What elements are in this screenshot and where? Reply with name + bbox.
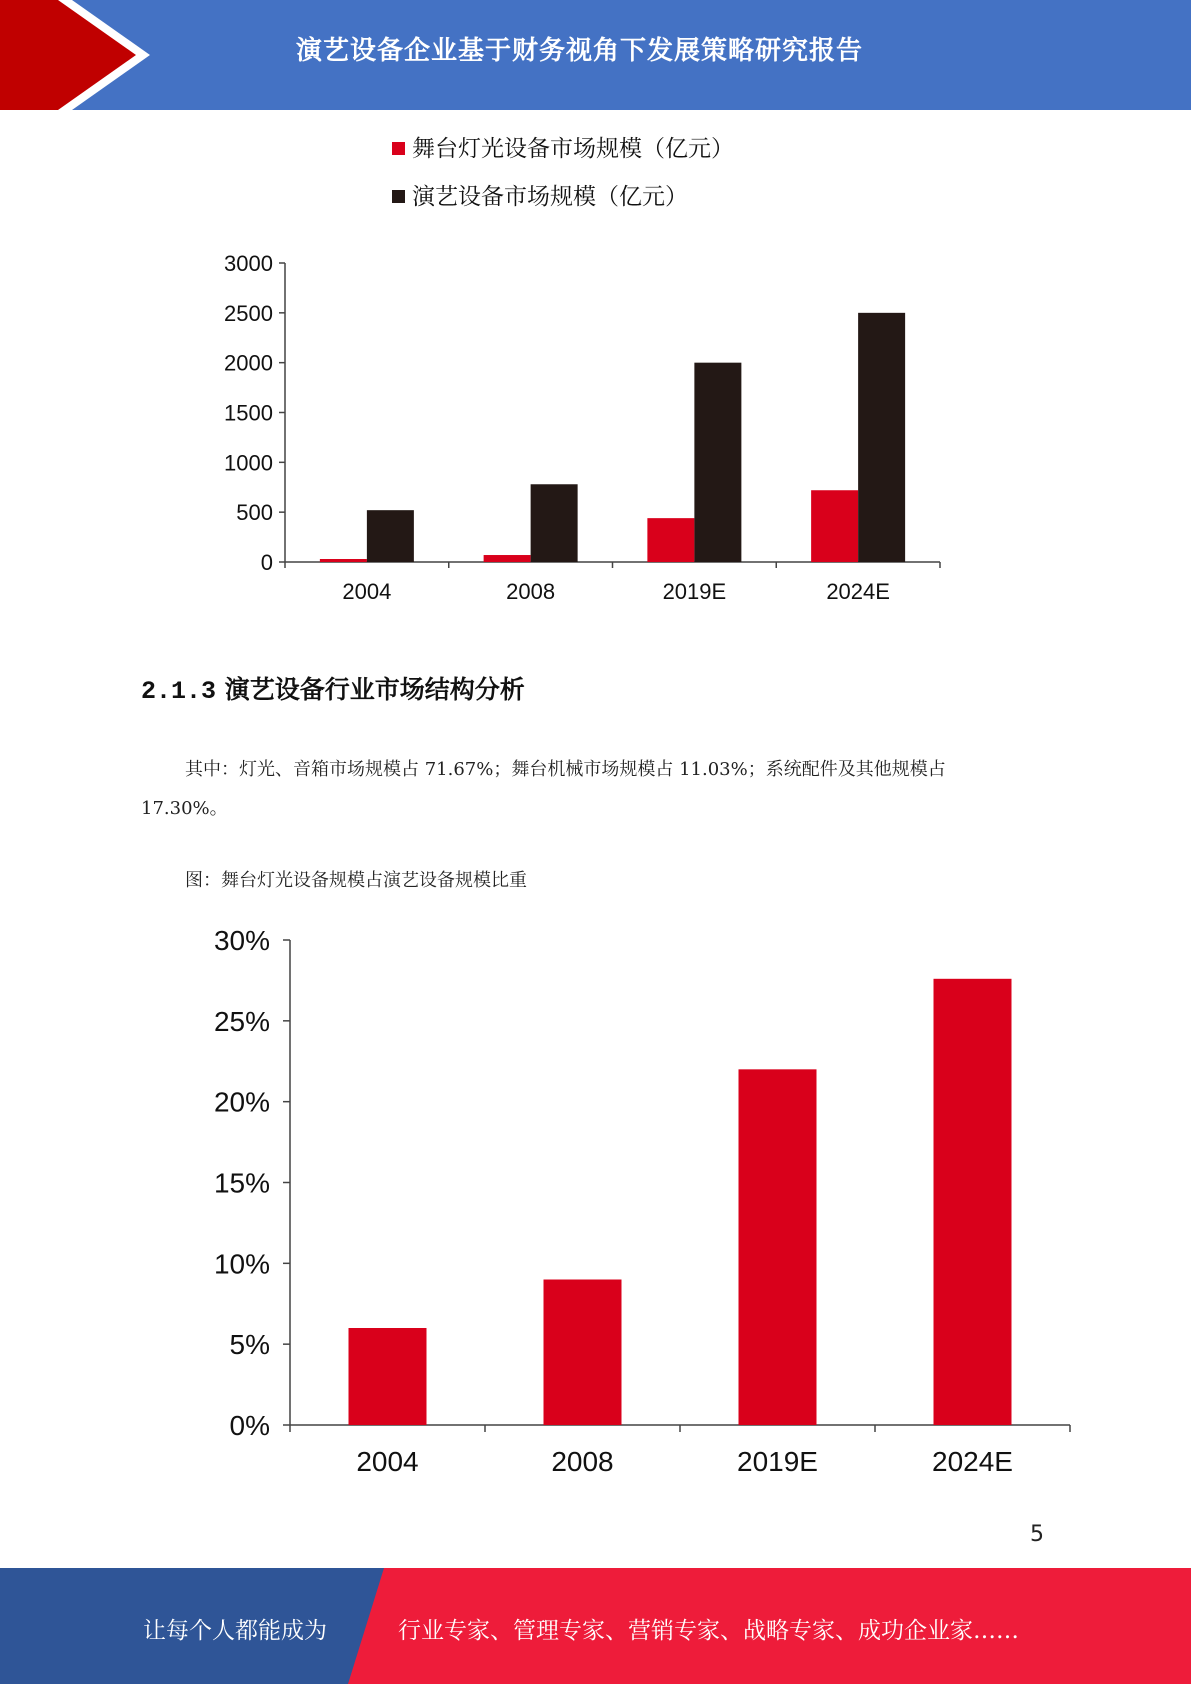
paragraph-line-2: 17.30%。 <box>141 798 228 819</box>
x-tick-label: 2004 <box>356 1446 419 1477</box>
footer-slogan: 让每个人都能成为 <box>143 1618 327 1644</box>
bar-total-2024E <box>858 313 905 562</box>
x-tick-label: 2008 <box>551 1446 614 1477</box>
legend-swatch-0 <box>392 142 405 155</box>
x-tick-label: 2024E <box>826 579 890 604</box>
bar-share-2008 <box>544 1280 622 1426</box>
bar-total-2008 <box>531 484 578 562</box>
bar-lighting-2019E <box>647 518 694 562</box>
y-tick-label: 3000 <box>224 251 273 276</box>
lighting-share-chart <box>180 915 1080 1485</box>
y-tick-label: 500 <box>236 500 273 526</box>
y-tick-label: 2000 <box>224 350 273 376</box>
x-tick-label: 2008 <box>506 579 556 604</box>
section-title: 演艺设备行业市场结构分析 <box>224 675 525 704</box>
body-paragraph <box>141 750 1041 828</box>
y-tick-label: 30% <box>213 925 270 956</box>
x-tick-label: 2004 <box>342 579 392 604</box>
y-tick-label: 0% <box>229 1410 270 1441</box>
page-footer <box>0 1568 1191 1684</box>
bar-total-2004 <box>367 510 414 562</box>
header-title: 演艺设备企业基于财务视角下发展策略研究报告 <box>296 36 864 66</box>
bar-lighting-2008 <box>484 555 531 562</box>
y-tick-label: 20% <box>213 1086 270 1118</box>
bar-share-2004 <box>349 1328 427 1425</box>
page-header <box>0 0 1191 110</box>
bar-total-2019E <box>694 363 741 562</box>
header-arrow-red <box>0 0 136 110</box>
x-tick-label: 2019E <box>737 1446 818 1477</box>
bar-lighting-2004 <box>320 559 367 562</box>
footer-expert-list: 行业专家、管理专家、营销专家、战略专家、成功企业家…… <box>398 1618 1019 1644</box>
x-tick-label: 2024E <box>932 1446 1013 1477</box>
y-tick-label: 1500 <box>224 400 273 426</box>
section-heading <box>141 670 525 706</box>
figure-caption: 图：舞台灯光设备规模占演艺设备规模比重 <box>185 870 527 891</box>
legend-label-0: 舞台灯光设备市场规模（亿元） <box>412 135 734 161</box>
y-tick-label: 0 <box>260 550 273 575</box>
bar-share-2019E <box>739 1069 817 1425</box>
bar-share-2024E <box>934 979 1012 1425</box>
y-tick-label: 10% <box>213 1248 270 1280</box>
x-tick-label: 2019E <box>662 579 727 604</box>
legend-swatch-1 <box>392 190 405 203</box>
y-tick-label: 15% <box>213 1167 270 1199</box>
paragraph-line-1: 其中：灯光、音箱市场规模占 71.67%；舞台机械市场规模占 11.03%；系统配件及其他规模占 <box>185 759 946 780</box>
legend-label-1: 演艺设备市场规模（亿元） <box>412 183 688 209</box>
y-tick-label: 25% <box>213 1005 270 1037</box>
y-tick-label: 2500 <box>224 300 273 326</box>
market-size-chart <box>180 130 960 620</box>
section-number: 2.1.3 <box>141 677 217 706</box>
page-number: 5 <box>1030 1522 1044 1547</box>
y-tick-label: 5% <box>229 1329 270 1361</box>
y-tick-label: 1000 <box>224 450 273 476</box>
bar-lighting-2024E <box>811 490 858 562</box>
